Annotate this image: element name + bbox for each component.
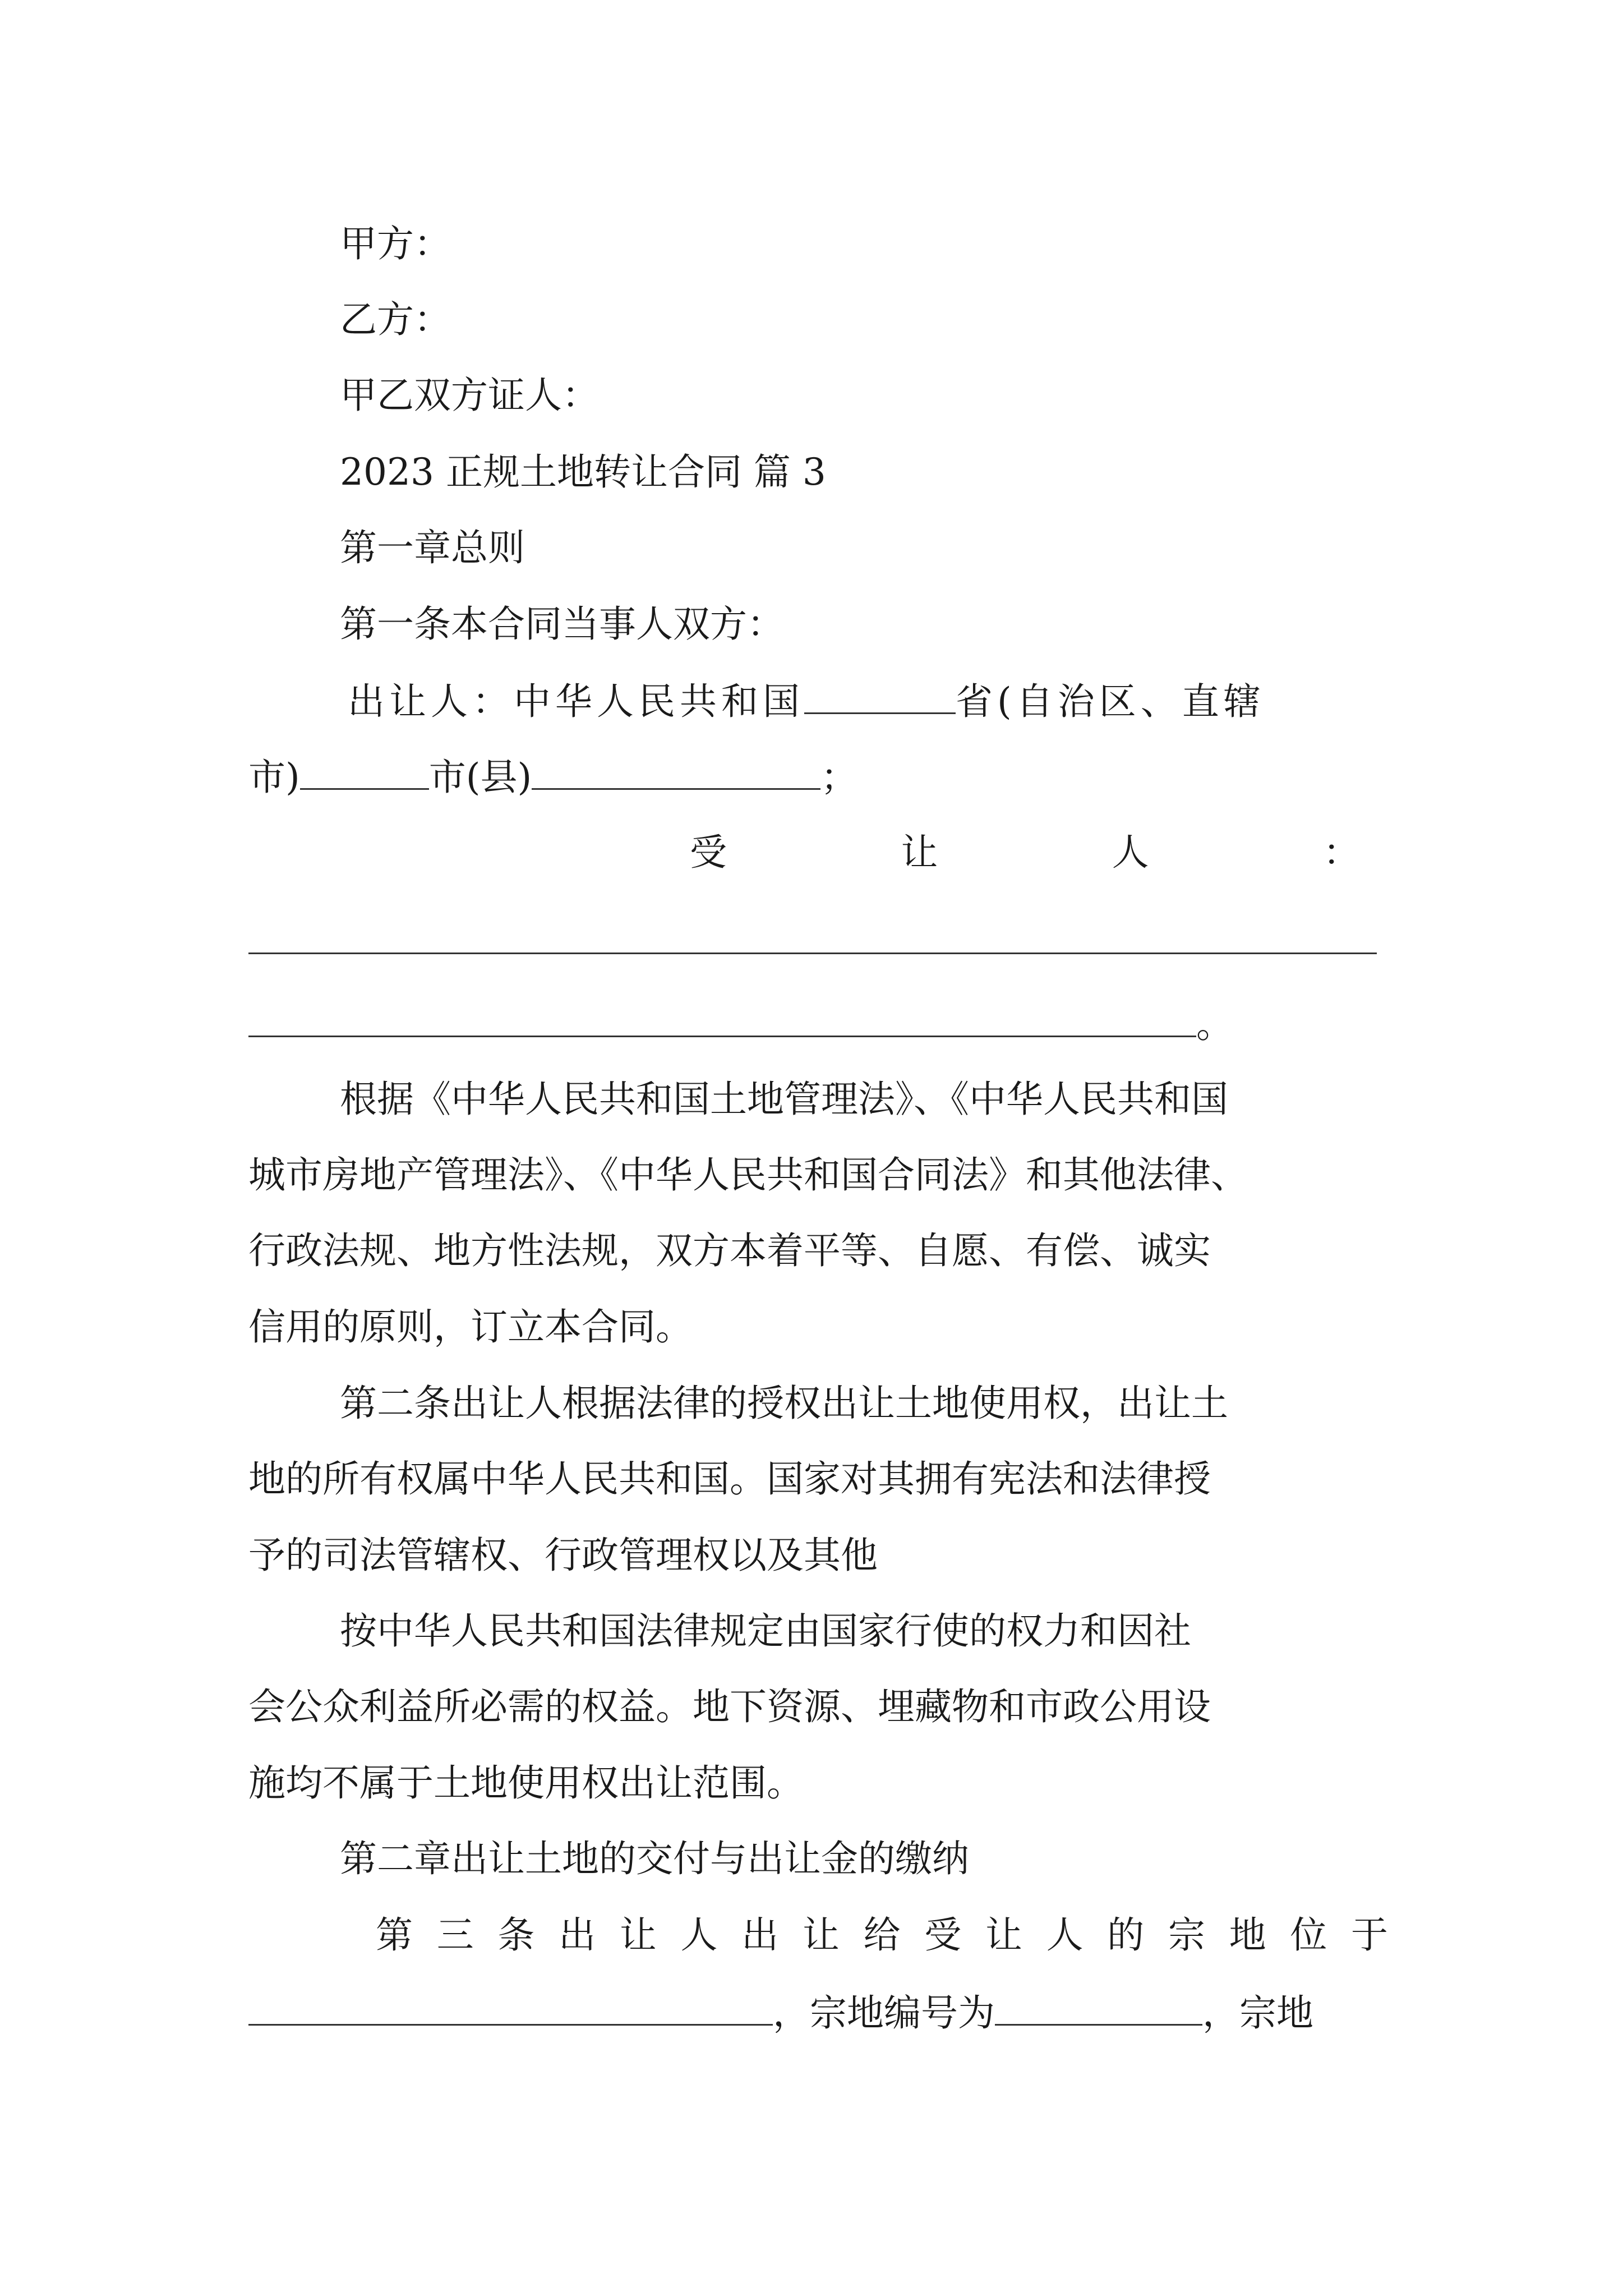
grantee-blank-line-2 xyxy=(248,1001,1233,1047)
grantee-char-1: 受 xyxy=(690,831,727,874)
province-suffix: 省(自治区、直辖 xyxy=(956,680,1265,723)
article-one-heading: 第一条本合同当事人双方： xyxy=(340,602,784,646)
a3-char: 给 xyxy=(863,1913,901,1957)
province-blank xyxy=(804,678,956,714)
county-blank xyxy=(532,753,820,790)
witness-label: 甲乙双方证人： xyxy=(340,374,599,417)
county-label: 市(县) xyxy=(428,756,532,799)
para3-line2: 会公众利益所必需的权益。地下资源、埋藏物和市政公用设 xyxy=(248,1685,1211,1728)
para2-line1: 第二条出让人根据法律的授权出让土地使用权，出让土 xyxy=(340,1382,1228,1425)
city-prefix: 市) xyxy=(248,756,300,799)
a3-char: 地 xyxy=(1229,1913,1266,1957)
para1-line1: 根据《中华人民共和国土地管理法》、《中华人民共和国 xyxy=(340,1078,1228,1121)
para1-line3: 行政法规、地方性法规，双方本着平等、自愿、有偿、诚实 xyxy=(248,1229,1211,1272)
para2-line3: 予的司法管辖权、行政管理权以及其他 xyxy=(248,1534,878,1577)
a3-char: 人 xyxy=(1046,1913,1083,1957)
a3-char: 三 xyxy=(436,1913,474,1957)
grantee-colon: ： xyxy=(1322,831,1360,874)
grantee-char-3: 人 xyxy=(1112,831,1149,874)
para3-line1: 按中华人民共和国法律规定由国家行使的权力和因社 xyxy=(340,1609,1191,1653)
a3-char: 于 xyxy=(1351,1913,1388,1957)
a3-char: 宗 xyxy=(1168,1913,1205,1957)
a3-char: 第 xyxy=(376,1913,413,1957)
parcel-number-blank xyxy=(995,1989,1202,2026)
para2-line2: 地的所有权属中华人民共和国。国家对其拥有宪法和法律授 xyxy=(248,1457,1211,1501)
party-a-label: 甲方： xyxy=(340,222,451,265)
grantee-line xyxy=(690,830,1360,875)
party-b-label: 乙方： xyxy=(340,298,451,341)
article-three-line xyxy=(376,1913,1388,1958)
a3-char: 人 xyxy=(680,1913,718,1957)
parcel-line xyxy=(248,1989,1313,2036)
para1-line2: 城市房地产管理法》、《中华人民共和国合同法》和其他法律、 xyxy=(248,1153,1248,1197)
a3-char: 出 xyxy=(741,1913,779,1957)
a3-char: 的 xyxy=(1107,1913,1145,1957)
grantee-blank-1 xyxy=(248,953,1377,954)
grantee-char-2: 让 xyxy=(901,831,938,874)
grantor-line xyxy=(348,678,1265,724)
chapter-one-heading: 第一章总则 xyxy=(340,526,525,569)
semicolon: ； xyxy=(820,756,858,799)
a3-char: 条 xyxy=(497,1913,535,1957)
city-blank xyxy=(300,753,429,790)
a3-char: 受 xyxy=(924,1913,962,1957)
para3-line3: 施均不属于土地使用权出让范围。 xyxy=(248,1761,804,1805)
section-title: 2023 正规土地转让合同 篇 3 xyxy=(340,450,826,494)
period: 。 xyxy=(1196,1003,1233,1046)
a3-char: 让 xyxy=(619,1913,657,1957)
parcel-location-blank xyxy=(248,1989,773,2026)
a3-char: 让 xyxy=(802,1913,840,1957)
a3-char: 出 xyxy=(559,1913,596,1957)
a3-char: 位 xyxy=(1290,1913,1327,1957)
parcel-number-label: ，宗地编号为 xyxy=(773,1991,995,2035)
chapter-two-heading: 第二章出让土地的交付与出让金的缴纳 xyxy=(340,1837,969,1880)
a3-char: 让 xyxy=(985,1913,1022,1957)
parcel-tail: ，宗地 xyxy=(1202,1991,1313,2035)
para1-line4: 信用的原则，订立本合同。 xyxy=(248,1305,693,1349)
grantor-line-cont xyxy=(248,753,857,800)
grantor-label: 出让人：中华人民共和国 xyxy=(348,680,804,723)
grantee-blank-2 xyxy=(248,1001,1196,1037)
